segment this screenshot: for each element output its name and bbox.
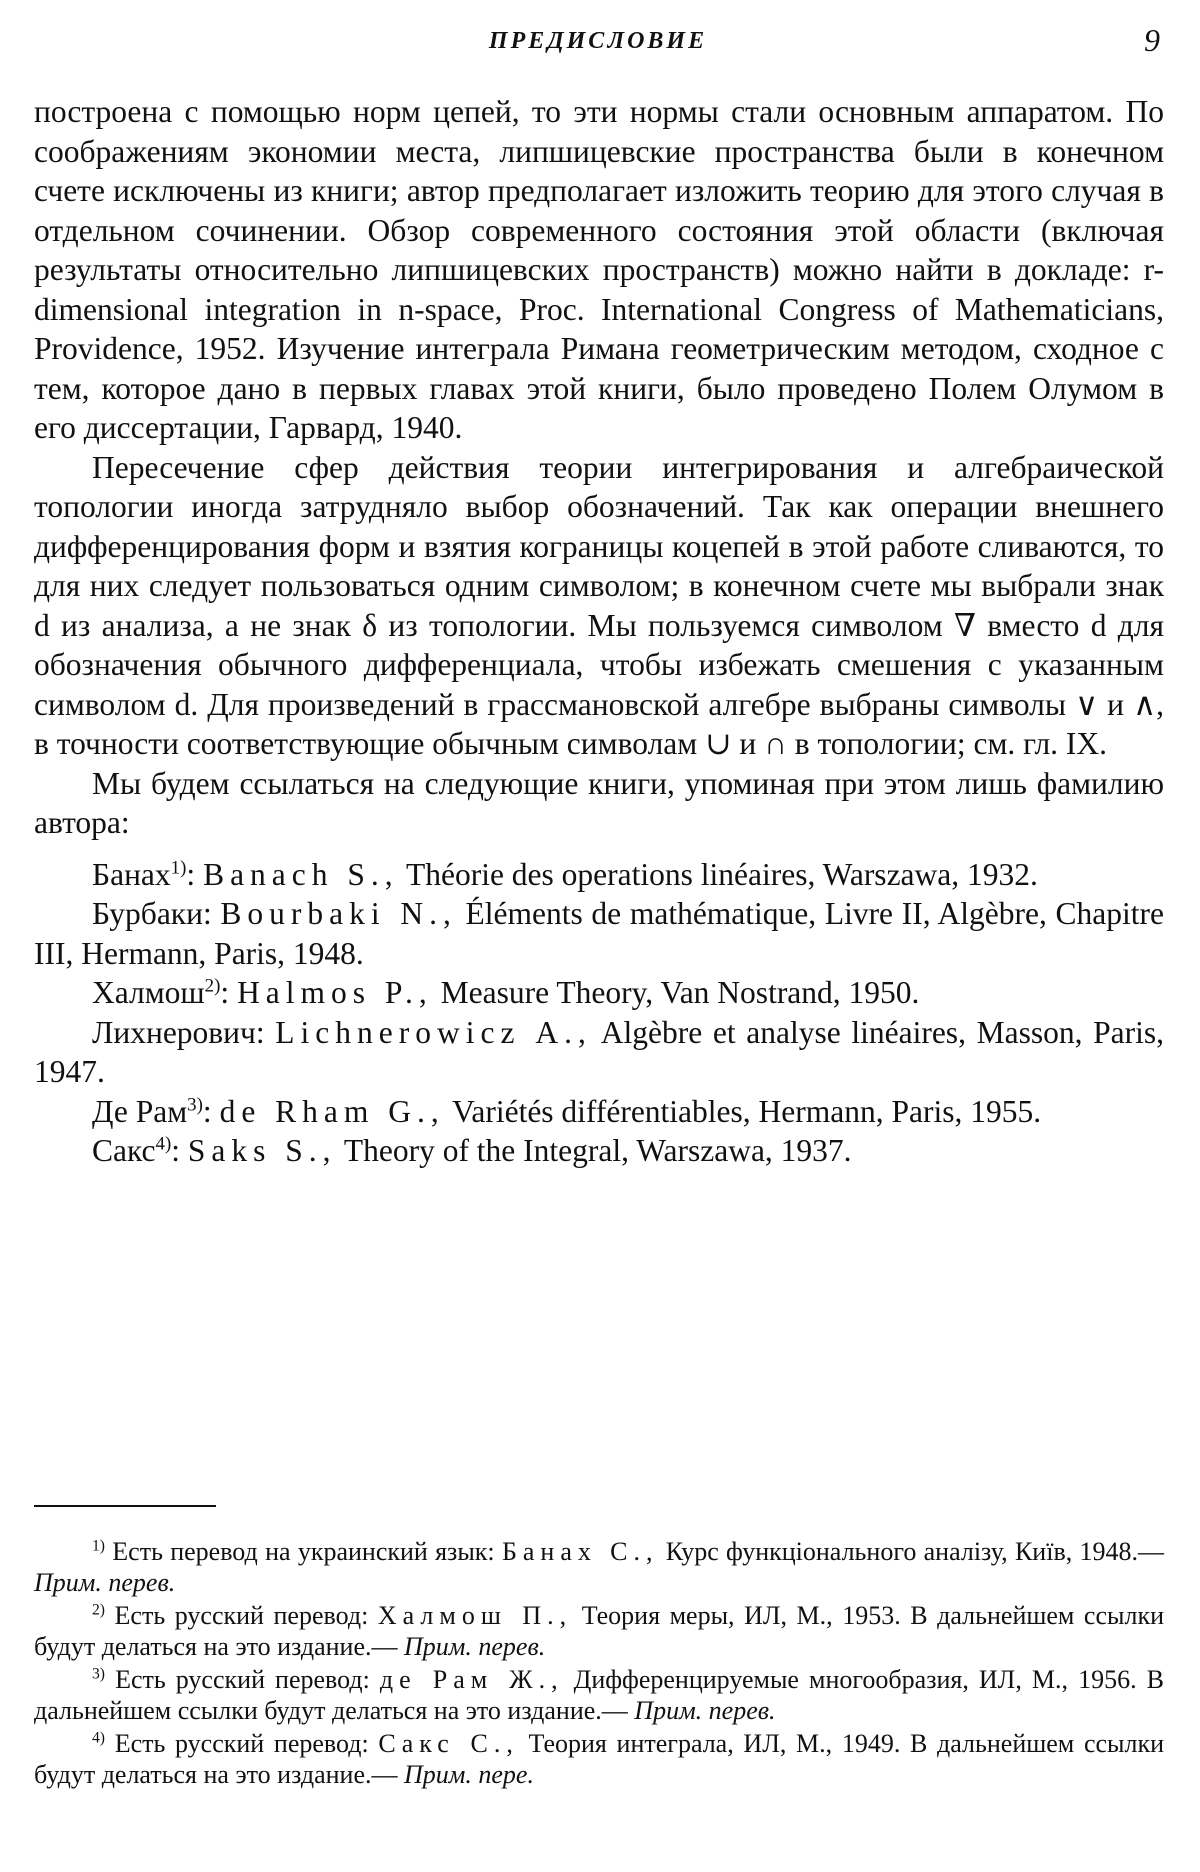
main-text [34,92,1164,1171]
reference-item: Банах$^{1)}$: Banach S., Théorie des operations linéaires, Warszawa, 1932. [92,856,1038,892]
footnote-item: $^{3)}$ Есть русский перевод: де Рам Ж., Дифференцируемые многообразия, ИЛ, М., 1956. В дальнейшем ссылки будут делаться на это издание.— Прим. перев. [34,1665,1164,1725]
reference-item: Бурбаки: Bourbaki N., Éléments de mathématique, Livre II, Algèbre, Chapitre III, Hermann, Paris, 1948. [34,896,1164,971]
footnote-item: $^{4)}$ Есть русский перевод: Сакс С., Теория интеграла, ИЛ, М., 1949. В дальнейшем ссылки будут делаться на это издание.— Прим. пере. [34,1729,1165,1789]
footnotes [34,1536,1164,1792]
paragraph-2: Пересечение сфер действия теории интегрирования и алгебраической топологии иногда затрудняло выбор обозначений. Так как операции внешнего дифференцирования форм и взятия кограницы коцепей в этой работе сливаются, то для них следует пользоваться одним символом; в конечном счете мы выбрали знак d из анализа, а не знак δ из топологии. Мы пользуемся символом ∇ вместо d для обозначения обычного дифференциала, чтобы избежать смешения с указанным символом d. Для произведений в грассмановской алгебре выбраны символы ∨ и ∧, в точности соответствующие обычным символам ∪ и ∩ в топологии; см. гл. IX. [34,449,1164,761]
reference-list [34,855,1164,1171]
reference-item: Сакс$^{4)}$: Saks S., Theory of the Integral, Warszawa, 1937. [92,1133,852,1168]
footnote-divider [34,1505,216,1507]
footnote-item: $^{2)}$ Есть русский перевод: Халмош П., Теория меры, ИЛ, М., 1953. В дальнейшем ссылки будут делаться на это издание.— Прим. перев. [34,1601,1164,1661]
reference-item: Лихнерович: Lichnerowicz A., Algèbre et analyse linéaires, Masson, Paris, 1947. [34,1014,1164,1089]
footnote-item: $^{1)}$ Есть перевод на украинский язык: Банах С., Курс функціонального аналізу, Київ, 1948.— Прим. перев. [34,1537,1165,1597]
paragraph-3: Мы будем ссылаться на следующие книги, упоминая при этом лишь фамилию автора: [34,765,1164,840]
page-number: 9 [1144,22,1160,58]
running-title: ПРЕДИСЛОВИЕ [488,28,708,54]
paragraph-1: построена с помощью норм цепей, то эти нормы стали основным аппаратом. По соображениям экономии места, липшицевские пространства были в конечном счете исключены из книги; автор предполагает изложить теорию для этого случая в отдельном сочинении. Обзор современного состояния этой области (включая результаты относительно липшицевских пространств) можно найти в докладе: r-dimensional integration in n-space, Proc. International Congress of Mathematicians, Providence, 1952. Изучение интеграла Римана геометрическим методом, сходное с тем, которое дано в первых главах этой книги, было проведено Полем Олумом в его диссертации, Гарвард, 1940. [34,94,1164,445]
reference-item: Халмош$^{2)}$: Halmos P., Measure Theory, Van Nostrand, 1950. [92,975,920,1010]
page-header [36,22,1160,62]
reference-item: Де Рам$^{3)}$: de Rham G., Variétés différentiables, Hermann, Paris, 1955. [92,1093,1042,1129]
